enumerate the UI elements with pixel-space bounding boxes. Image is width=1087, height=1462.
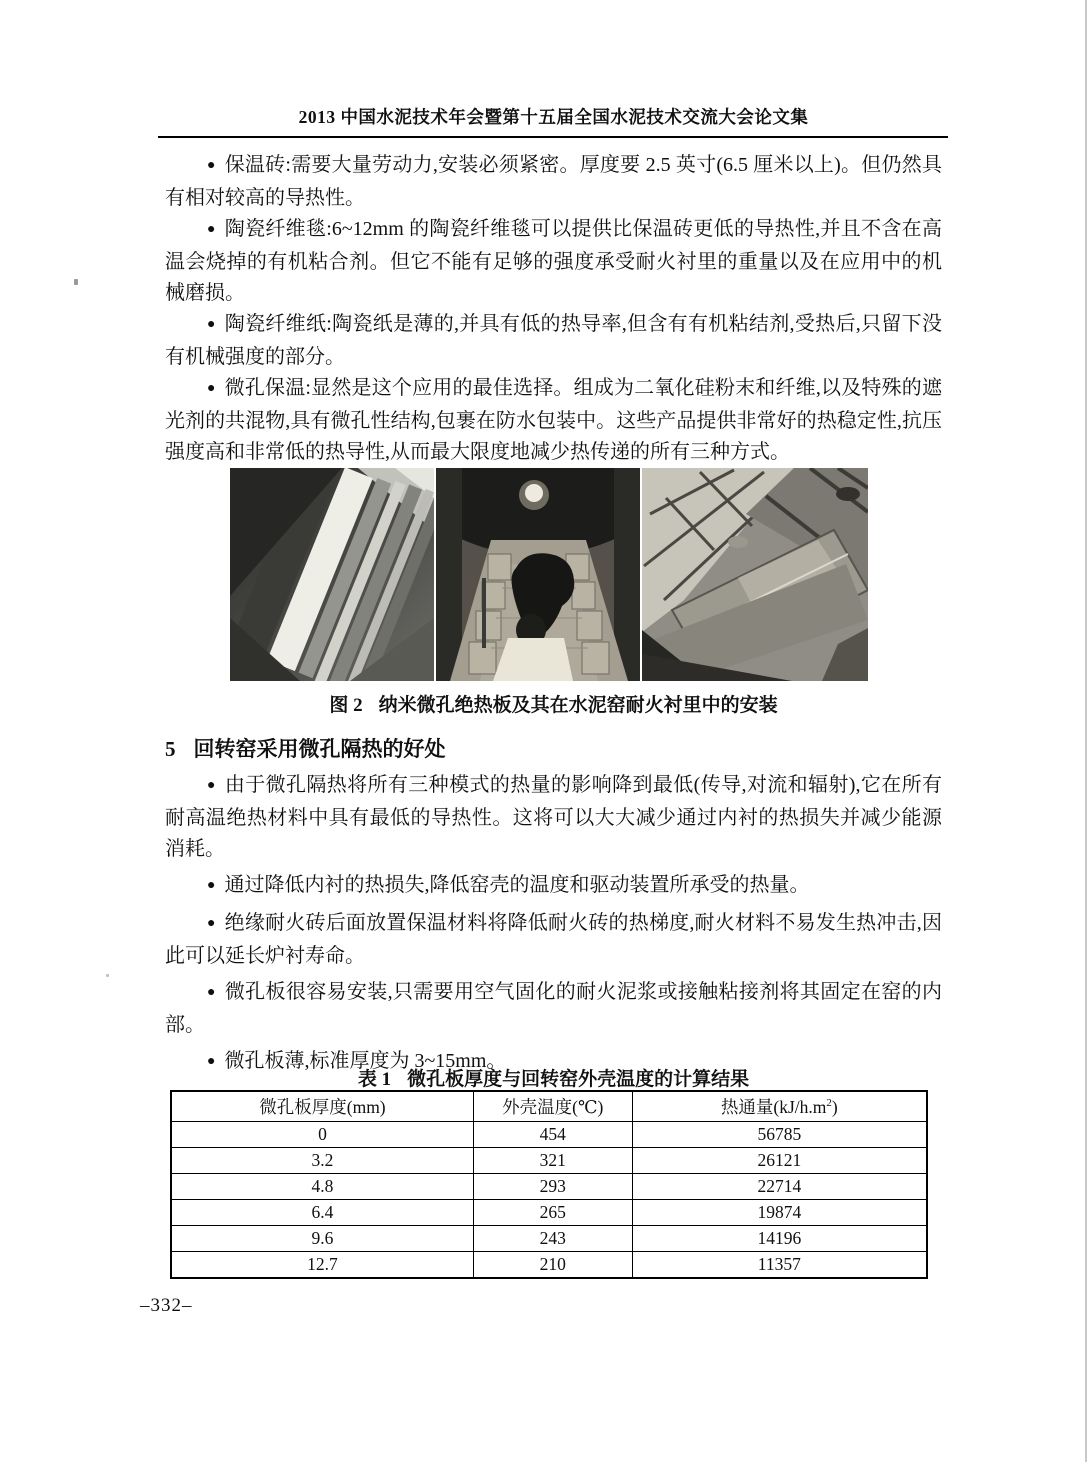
para-text: 微孔板很容易安装,只需要用空气固化的耐火泥浆或接触粘接剂将其固定在窑的内部。 [165, 981, 942, 1036]
bullet-para-microporous-insulation [165, 373, 942, 468]
figure-2-caption [165, 690, 942, 717]
para-text: 通过降低内衬的热损失,降低窑壳的温度和驱动装置所承受的热量。 [224, 874, 810, 896]
bullet-para-shell-temperature [165, 870, 942, 903]
table-row: 6.4 265 19874 [171, 1200, 927, 1226]
section-5-heading [165, 733, 942, 765]
bullet-dot: ● [207, 317, 216, 332]
para-text: 微孔板薄,标准厚度为 3~15mm。 [224, 1050, 507, 1072]
table-row: 0 454 56785 [171, 1122, 927, 1148]
scan-artifact-dot [106, 974, 109, 977]
table-row: 3.2 321 26121 [171, 1148, 927, 1174]
bullet-dot: ● [207, 916, 216, 931]
superscript-2: 2 [826, 1097, 832, 1110]
materials-bullet-list [165, 150, 942, 468]
para-text: 绝缘耐火砖后面放置保温材料将降低耐火砖的热梯度,耐火材料不易发生热冲击,因此可以延长炉衬寿命。 [165, 912, 942, 967]
para-text: 微孔保温:显然是这个应用的最佳选择。组成为二氧化硅粉末和纤维,以及特殊的遮光剂的共混物,具有微孔性结构,包裹在防水包装中。这些产品提供非常好的热稳定性,抗压强度高和非常低的热导性,从而最大限度地减少热传递的所有三种方式。 [165, 377, 942, 463]
para-text: 由于微孔隔热将所有三种模式的热量的影响降到最低(传导,对流和辐射),它在所有耐高温绝热材料中具有最低的导热性。这将可以大大减少通过内衬的热损失并减少能源消耗。 [165, 774, 942, 860]
bullet-dot: ● [207, 222, 216, 237]
brick-lining-photo [642, 468, 868, 681]
para-text: 陶瓷纤维纸:陶瓷纸是薄的,并具有低的热导率,但含有有机粘结剂,受热后,只留下没有机械强度的部分。 [165, 313, 942, 368]
bullet-para-insulating-brick [165, 150, 942, 214]
bullet-dot: ● [207, 1054, 216, 1069]
para-text: 保温砖:需要大量劳动力,安装必须紧密。厚度要 2.5 英寸(6.5 厘米以上)。但仍然具有相对较高的导热性。 [165, 154, 942, 209]
section-5 [165, 733, 942, 1079]
header-rule [158, 136, 948, 138]
figure-label: 图 2 [329, 695, 363, 716]
bullet-dot: ● [207, 778, 216, 793]
bullet-para-ceramic-fiber-blanket [165, 214, 942, 309]
table-title-text: 微孔板厚度与回转窑外壳温度的计算结果 [407, 1069, 750, 1090]
bullet-dot: ● [207, 381, 216, 396]
microporous-panels-photo [230, 468, 434, 681]
table-1-title [165, 1064, 942, 1091]
table-row: 4.8 293 22714 [171, 1174, 927, 1200]
col-header-heat-flux: 热通量$(kJ/h.m^2)$ [632, 1091, 927, 1122]
section-title: 回转窑采用微孔隔热的好处 [193, 737, 446, 761]
para-text: 陶瓷纤维毯:6~12mm 的陶瓷纤维毯可以提供比保温砖更低的导热性,并且不含在高温会烧掉的有机粘合剂。但它不能有足够的强度承受耐火衬里的重量以及在应用中的机械磨损。 [165, 218, 942, 304]
scan-artifact-dot [74, 279, 78, 285]
table-header-row [171, 1091, 927, 1122]
figure-2-photo-strip [230, 468, 870, 681]
bullet-para-easy-install [165, 977, 942, 1041]
table-1 [170, 1090, 928, 1279]
table-row: 12.7 210 11357 [171, 1252, 927, 1279]
table-label: 表 1 [357, 1069, 392, 1090]
running-header-title: 2013 中国水泥技术年会暨第十五届全国水泥技术交流大会论文集 [298, 107, 809, 127]
bullet-para-thermal-gradient [165, 908, 942, 972]
figure-caption-text: 纳米微孔绝热板及其在水泥窑耐火衬里中的安装 [378, 695, 778, 716]
table-row: 9.6 243 14196 [171, 1226, 927, 1252]
bullet-dot: ● [207, 985, 216, 1000]
col-header-shell-temperature: 外壳温度(℃) [473, 1091, 632, 1122]
bullet-para-heat-modes [165, 770, 942, 865]
bullet-dot: ● [207, 878, 216, 893]
bullet-para-ceramic-fiber-paper [165, 309, 942, 373]
bullet-dot: ● [207, 158, 216, 173]
page-number: –332– [140, 1295, 193, 1316]
col-header-panel-thickness: 微孔板厚度(mm) [171, 1091, 473, 1122]
section-number: 5 [165, 737, 176, 761]
kiln-interior-installation-photo [436, 468, 640, 681]
